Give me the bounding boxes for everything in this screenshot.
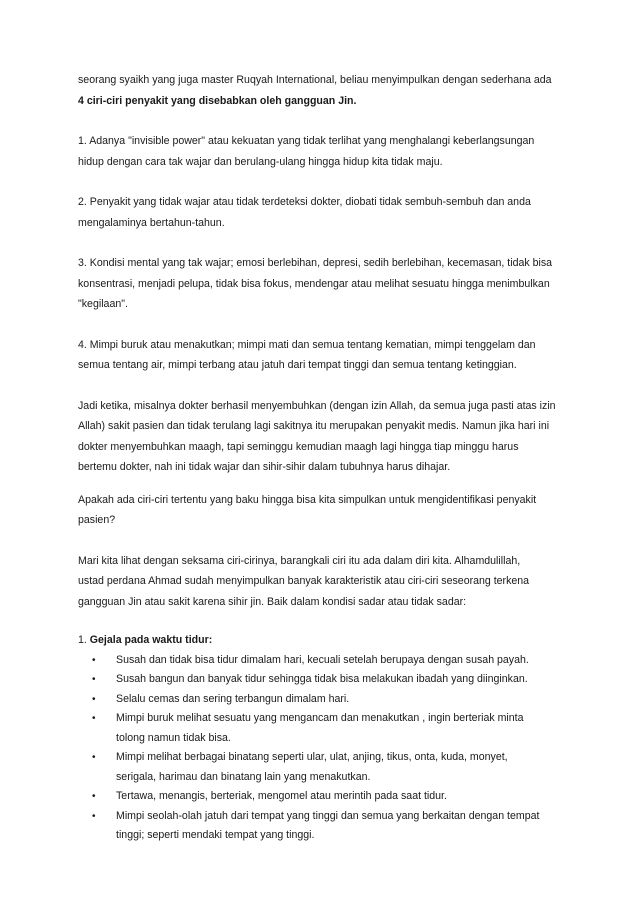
mari-paragraph — [78, 551, 566, 613]
jadi-line: Jadi ketika, misalnya dokter berhasil menyembuhkan (dengan izin Allah, da semua juga pasti atas izin — [78, 399, 556, 412]
list-item — [78, 651, 566, 671]
symptom-list — [78, 651, 566, 846]
bullet-icon: • — [92, 713, 96, 724]
jadi-line: bertemu dokter, nah ini tidak wajar dan sihir-sihir dalam tubuhnya harus dihajar. — [78, 461, 451, 473]
point-line: hidup dengan cara tak wajar dan berulang-ulang hingga hidup kita tidak maju. — [78, 155, 443, 168]
mari-line: Mari kita lihat dengan seksama ciri-cirinya, barangkali ciri itu ada dalam diri kita. Alhamdulillah, — [78, 554, 521, 567]
intro-line-bold: 4 ciri-ciri penyakit yang disebabkan oleh gangguan Jin. — [78, 94, 357, 107]
jadi-line: dokter menyembuhkan maagh, tapi seminggu kemudian maagh lagi hingga tiap minggu harus — [78, 440, 519, 453]
section-title: Gejala pada waktu tidur: — [89, 634, 213, 646]
point-line: 3. Kondisi mental yang tak wajar; emosi berlebihan, depresi, sedih berlebihan, kecemasan, tidak bisa — [78, 257, 553, 269]
list-item — [78, 690, 566, 710]
list-item-text: Tertawa, menangis, berteriak, mengomel atau merintih pada saat tidur. — [116, 790, 447, 802]
list-item — [78, 748, 566, 787]
point-line: 4. Mimpi buruk atau menakutkan; mimpi mati dan semua tentang kematian, mimpi tenggelam dan — [78, 338, 536, 351]
jadi-line: Allah) sakit pasien dan tidak terulang lagi sakitnya itu merupakan penyakit medis. Namun jika hari ini — [78, 420, 550, 432]
list-item-text: tolong namun tidak bisa. — [116, 731, 231, 744]
bullet-icon: • — [92, 654, 96, 666]
question-paragraph — [78, 490, 566, 531]
point-line: semua tentang air, mimpi terbang atau jatuh dari tempat tinggi dan semua tentang ketinggian. — [78, 359, 517, 371]
list-item-text: serigala, harimau dan binatang lain yang menakutkan. — [116, 770, 371, 783]
list-item — [78, 709, 566, 748]
jadi-paragraph — [78, 396, 566, 478]
point-2 — [78, 192, 566, 233]
bullet-icon: • — [92, 810, 96, 822]
list-item — [78, 807, 566, 846]
point-line: 1. Adanya "invisible power" atau kekuatan yang tidak terlihat yang menghalangi keberlangsungan — [78, 135, 535, 147]
list-item — [78, 670, 566, 690]
list-item — [78, 787, 566, 807]
list-item-text: tinggi; seperti mendaki tempat yang tinggi. — [116, 829, 315, 841]
list-item-text: Susah bangun dan banyak tidur sehingga tidak bisa melakukan ibadah yang diinginkan. — [116, 673, 528, 685]
intro-line: seorang syaikh yang juga master Ruqyah International, beliau menyimpulkan dengan sederhana ada — [78, 74, 552, 86]
intro-paragraph — [78, 70, 566, 111]
bullet-icon: • — [92, 791, 96, 802]
section-number: 1. — [78, 634, 90, 646]
point-4 — [78, 335, 566, 376]
list-item-text: Susah dan tidak bisa tidur dimalam hari, kecuali setelah berupaya dengan susah payah. — [116, 653, 529, 666]
point-3 — [78, 253, 566, 315]
question-line: pasien? — [78, 514, 116, 526]
list-item-text: Selalu cemas dan sering terbangun dimalam hari. — [116, 692, 350, 705]
section-heading — [78, 630, 566, 651]
list-item-text: Mimpi seolah-olah jatuh dari tempat yang tinggi dan semua yang berkaitan dengan tempat — [116, 809, 540, 822]
mari-line: ustad perdana Ahmad sudah menyimpulkan banyak karakteristik atau ciri-ciri seseorang terkena — [78, 575, 530, 587]
mari-line: gangguan Jin atau sakit karena sihir jin. Baik dalam kondisi sadar atau tidak sadar: — [78, 595, 467, 608]
bullet-icon: • — [92, 752, 96, 763]
point-1 — [78, 131, 566, 172]
bullet-icon: • — [92, 674, 96, 685]
point-line: 2. Penyakit yang tidak wajar atau tidak terdeteksi dokter, diobati tidak sembuh-sembuh dan anda — [78, 196, 531, 208]
point-line: mengalaminya bertahun-tahun. — [78, 216, 225, 229]
list-item-text: Mimpi buruk melihat sesuatu yang mengancam dan menakutkan , ingin berteriak minta — [116, 712, 524, 724]
bullet-icon: • — [92, 693, 96, 705]
question-line: Apakah ada ciri-ciri tertentu yang baku hingga bisa kita simpulkan untuk mengidentifikasi penyakit — [78, 493, 537, 506]
list-item-text: Mimpi melihat berbagai binatang seperti ular, ulat, anjing, tikus, onta, kuda, monyet, — [116, 751, 508, 763]
point-line: "kegilaan". — [78, 298, 128, 310]
point-line: konsentrasi, menjadi pelupa, tidak bisa fokus, mendengar atau melihat sesuatu hingga menimbulkan — [78, 277, 550, 290]
